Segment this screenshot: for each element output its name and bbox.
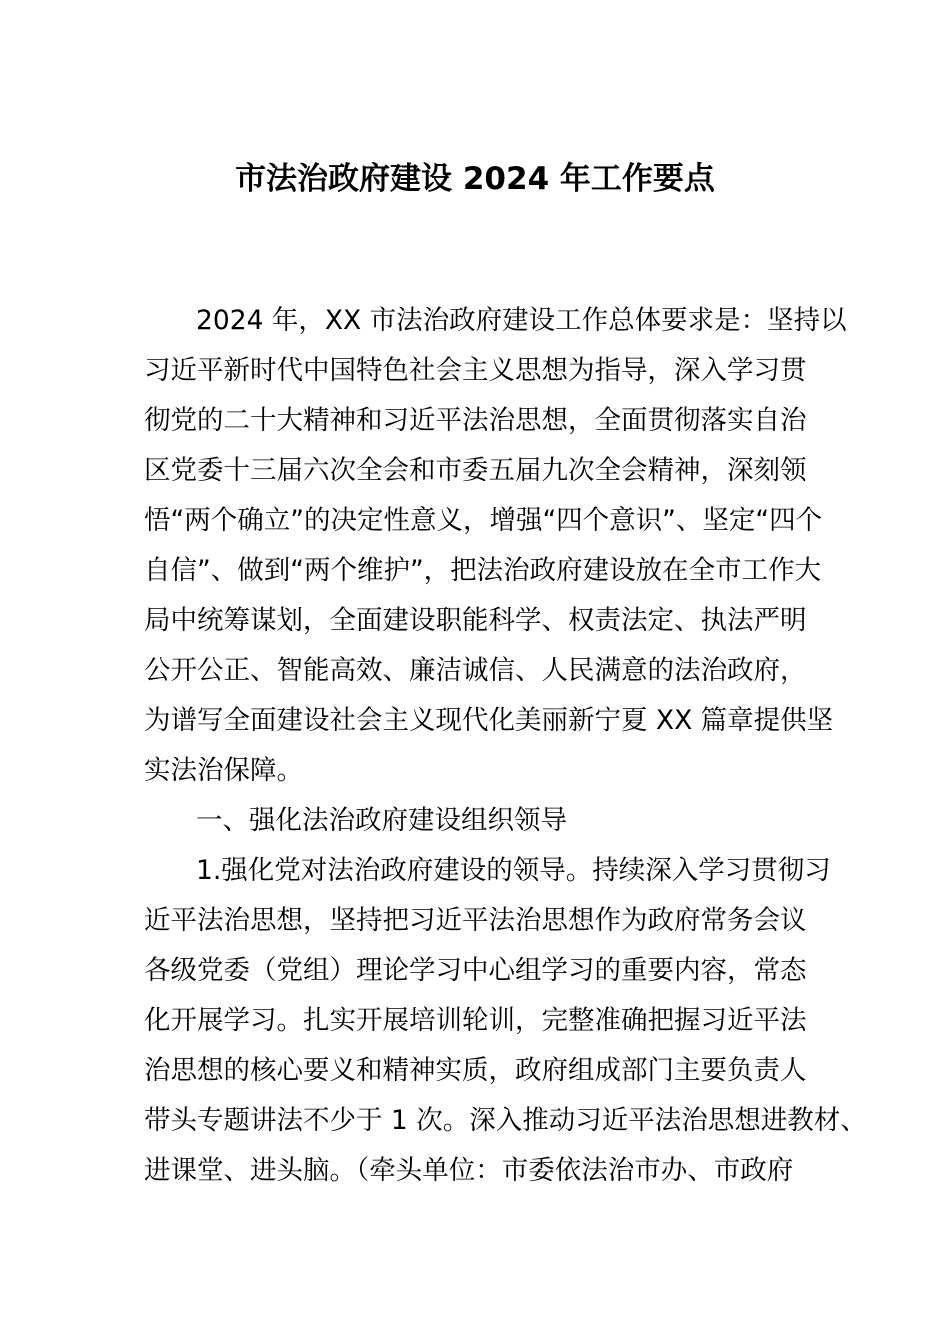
- paragraph-intro-line-4: 区党委十三届六次全会和市委五届九次全会精神，深刻领: [144, 455, 807, 486]
- paragraph-item-1-line-6: 带头专题讲法不少于 1 次。深入推动习近平法治思想进教材、: [144, 1105, 867, 1136]
- paragraph-item-1-line-2: 近平法治思想，坚持把习近平法治思想作为政府常务会议: [144, 905, 807, 936]
- document-title: 市法治政府建设 2024 年工作要点: [235, 161, 715, 197]
- paragraph-intro-line-2: 习近平新时代中国特色社会主义思想为指导，深入学习贯: [144, 355, 807, 386]
- paragraph-intro-line-6: 自信”、做到“两个维护”，把法治政府建设放在全市工作大: [144, 555, 822, 586]
- paragraph-item-1-line-1: 1.强化党对法治政府建设的领导。持续深入学习贯彻习: [196, 855, 831, 886]
- paragraph-item-1-line-5: 治思想的核心要义和精神实质，政府组成部门主要负责人: [144, 1055, 807, 1086]
- paragraph-intro-line-7: 局中统筹谋划，全面建设职能科学、权责法定、执法严明: [144, 605, 807, 636]
- paragraph-intro-line-1: 2024 年，XX 市法治政府建设工作总体要求是：坚持以: [196, 305, 847, 336]
- paragraph-intro-line-10: 实法治保障。: [144, 755, 303, 786]
- paragraph-item-1-line-7: 进课堂、进头脑。（牵头单位：市委依法治市办、市政府: [144, 1155, 794, 1186]
- paragraph-intro-line-3: 彻党的二十大精神和习近平法治思想，全面贯彻落实自治: [144, 405, 807, 436]
- paragraph-intro-line-9: 为谱写全面建设社会主义现代化美丽新宁夏 XX 篇章提供坚: [144, 705, 834, 736]
- paragraph-item-1-line-4: 化开展学习。扎实开展培训轮训，完整准确把握习近平法: [144, 1005, 807, 1036]
- section-heading-1: 一、强化法治政府建设组织领导: [196, 805, 567, 836]
- paragraph-item-1-line-3: 各级党委（党组）理论学习中心组学习的重要内容，常态: [144, 955, 807, 986]
- paragraph-intro-line-5: 悟“两个确立”的决定性意义，增强“四个意识”、坚定“四个: [144, 505, 823, 536]
- paragraph-intro-line-8: 公开公正、智能高效、廉洁诚信、人民满意的法治政府，: [144, 655, 807, 686]
